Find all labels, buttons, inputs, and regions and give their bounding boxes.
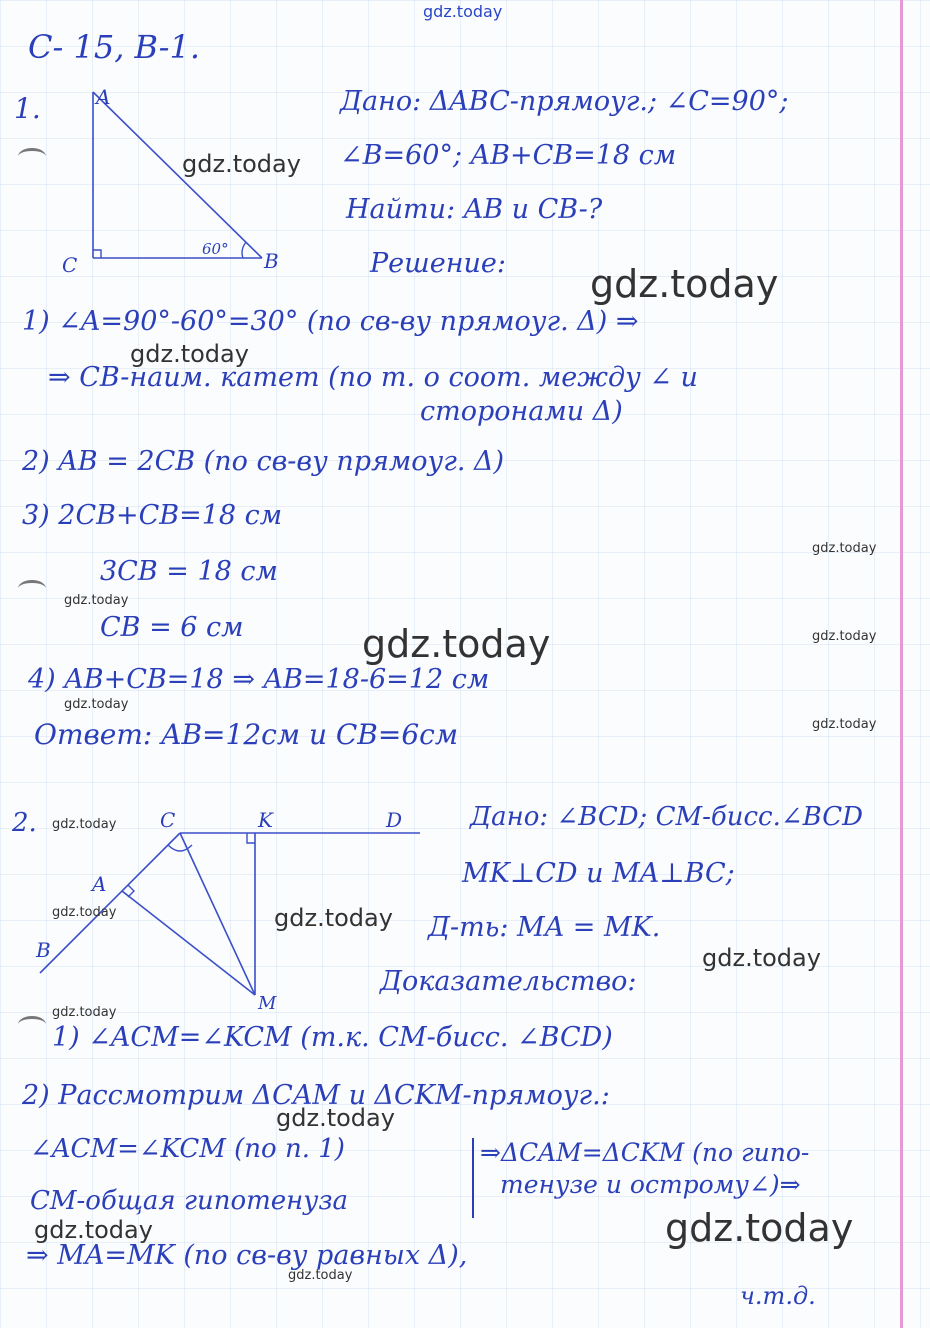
- watermark: gdz.today: [702, 944, 821, 972]
- task2-qed: ч.т.д.: [740, 1282, 816, 1310]
- watermark: gdz.today: [52, 1005, 117, 1020]
- watermark: gdz.today: [52, 817, 117, 832]
- task1-step3-line2: 3CB = 18 см: [100, 556, 278, 587]
- watermark: gdz.today: [182, 150, 301, 178]
- watermark: gdz.today: [362, 622, 551, 666]
- watermark-top: gdz.today: [423, 2, 503, 21]
- vertex-label-m: M: [258, 993, 277, 1014]
- task2-left-line1: ∠ACM=∠KCM (по п. 1): [30, 1134, 345, 1164]
- task1-step4: 4) AB+CB=18 ⇒ AB=18-6=12 см: [28, 664, 490, 695]
- task1-solution-title: Решение:: [370, 248, 506, 279]
- punch-hole-mark: [18, 1016, 46, 1033]
- task2-step1: 1) ∠ACM=∠KCM (т.к. CM-бисс. ∠BCD): [52, 1022, 613, 1053]
- task1-find: Найти: AB и CB-?: [346, 194, 603, 225]
- watermark: gdz.today: [812, 717, 877, 732]
- right-angle-mark: [93, 250, 101, 258]
- task1-step3-line1: 3) 2CB+CB=18 см: [22, 500, 283, 531]
- task2-right-line2: тенузе и острому∠)⇒: [500, 1170, 801, 1199]
- watermark: gdz.today: [274, 904, 393, 932]
- angle-label-b: 60°: [202, 240, 229, 258]
- task1-step3-line3: CB = 6 см: [100, 612, 244, 643]
- right-angle-mark-k: [247, 833, 255, 843]
- task2-left-line2: CM-общая гипотенуза: [30, 1186, 349, 1216]
- task2-step2: 2) Рассмотрим ΔCAM и ΔCKM-прямоуг.:: [22, 1080, 610, 1111]
- perpendicular-ma: [122, 891, 255, 995]
- task1-step2: 2) AB = 2CB (по св-ву прямоуг. Δ): [22, 446, 505, 477]
- punch-hole-mark: [18, 148, 46, 165]
- watermark: gdz.today: [812, 629, 877, 644]
- task1-step1-line3: сторонами Δ): [420, 396, 623, 427]
- vertex-label-a: A: [96, 85, 111, 109]
- vertex-label-c: C: [160, 808, 176, 832]
- watermark: gdz.today: [130, 340, 249, 368]
- task1-answer: Ответ: AB=12см и CB=6см: [34, 718, 459, 751]
- watermark: gdz.today: [590, 262, 779, 306]
- watermark: gdz.today: [52, 905, 117, 920]
- task1-given-line2: ∠B=60°; AB+CB=18 см: [340, 140, 677, 171]
- ray-cb: [40, 833, 180, 973]
- task2-prove: Д-ть: MA = MK.: [428, 912, 661, 943]
- punch-hole-mark: [18, 580, 46, 597]
- task2-number: 2.: [12, 808, 37, 838]
- bisector-cm: [180, 833, 255, 995]
- right-angle-mark-a: [128, 885, 134, 897]
- watermark: gdz.today: [665, 1206, 854, 1250]
- vertex-label-b: B: [36, 938, 51, 962]
- vertex-label-b: B: [264, 249, 279, 273]
- page-title: C- 15, B-1.: [28, 28, 200, 66]
- vertex-label-c: C: [62, 253, 78, 277]
- watermark: gdz.today: [276, 1104, 395, 1132]
- watermark: gdz.today: [34, 1216, 153, 1244]
- task2-right-line1: ⇒ΔCAM=ΔCKM (по гипо-: [480, 1138, 810, 1167]
- task2-proof-title: Доказательство:: [380, 966, 637, 997]
- vertex-label-d: D: [386, 808, 403, 832]
- vertex-label-k: K: [258, 808, 273, 832]
- system-bracket: [472, 1138, 474, 1218]
- page-margin-line: [900, 0, 903, 1328]
- task2-conclusion: ⇒ MA=MK (по св-ву равных Δ),: [26, 1240, 468, 1271]
- angle-arc-b: [242, 242, 246, 258]
- task1-triangle-figure: [60, 82, 300, 282]
- watermark: gdz.today: [64, 697, 129, 712]
- task2-given-line1: Дано: ∠BCD; CM-бисс.∠BCD: [470, 802, 863, 832]
- watermark: gdz.today: [812, 541, 877, 556]
- task2-given-line2: MK⊥CD и MA⊥BC;: [462, 858, 735, 889]
- task1-step1-line1: 1) ∠A=90°-60°=30° (по св-ву прямоуг. Δ) ⇒: [22, 306, 639, 337]
- task1-given-line1: Дано: ΔABC-прямоуг.; ∠C=90°;: [340, 86, 789, 117]
- task1-step1-line2: ⇒ CB-наим. катет (по т. о соот. между ∠ и: [48, 362, 698, 393]
- task1-number: 1.: [14, 92, 41, 125]
- vertex-label-a: A: [92, 872, 107, 896]
- watermark: gdz.today: [288, 1268, 353, 1283]
- watermark: gdz.today: [64, 593, 129, 608]
